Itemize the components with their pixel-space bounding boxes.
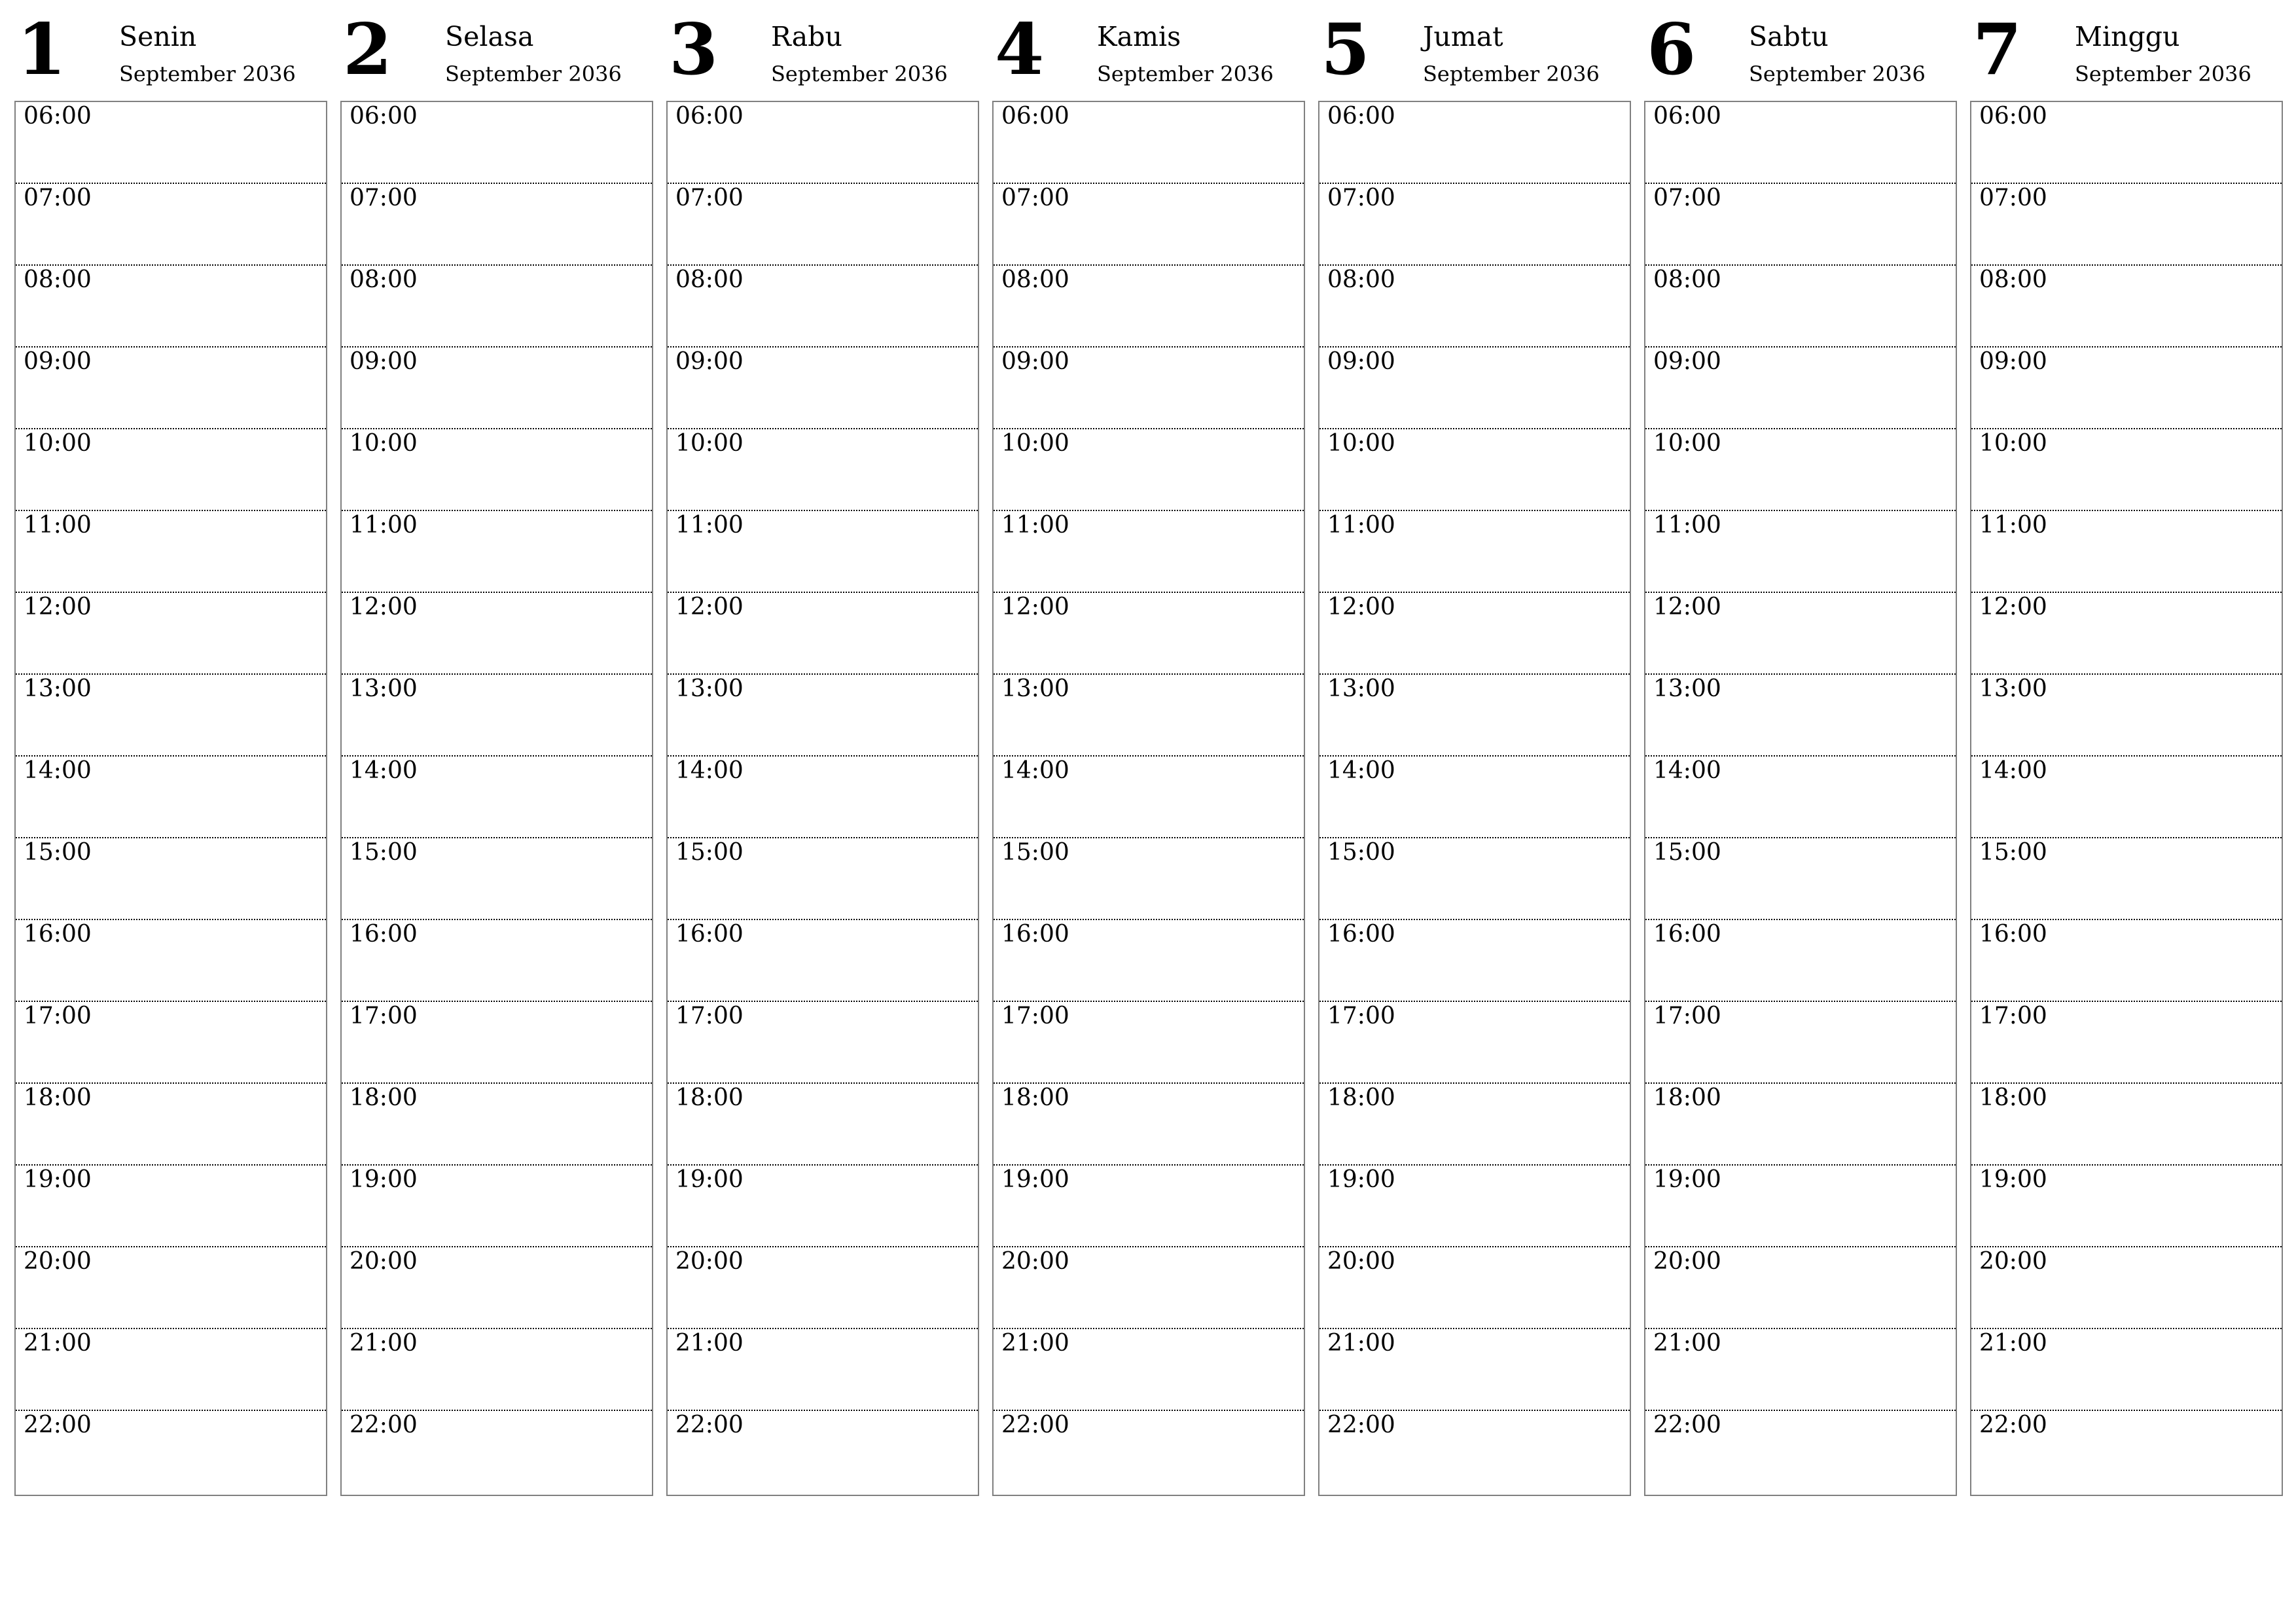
time-slot[interactable] [342, 1166, 652, 1247]
day-column [14, 0, 327, 1438]
day-schedule-grid [340, 101, 653, 1496]
time-slot[interactable] [1319, 266, 1630, 348]
day-header [666, 0, 979, 101]
time-slot[interactable] [1645, 920, 1956, 1002]
time-label: 11:00 [1001, 512, 1069, 539]
time-slot[interactable] [342, 1002, 652, 1084]
time-label: 06:00 [1001, 103, 1069, 130]
time-slot[interactable] [1319, 429, 1630, 511]
time-slot[interactable] [994, 1411, 1304, 1493]
time-slot[interactable] [1971, 1002, 2282, 1084]
time-label: 08:00 [1979, 266, 2047, 293]
time-label: 08:00 [1327, 266, 1395, 293]
time-label: 14:00 [675, 757, 744, 784]
day-name: Kamis [1097, 21, 1181, 52]
time-label: 07:00 [675, 185, 744, 211]
time-slot[interactable] [668, 429, 978, 511]
time-slot[interactable] [1645, 1002, 1956, 1084]
time-slot[interactable] [1319, 102, 1630, 184]
time-slot[interactable] [994, 593, 1304, 675]
day-schedule-grid [666, 101, 979, 1496]
day-header [14, 0, 327, 101]
day-column [992, 0, 1305, 1438]
time-slot[interactable] [1645, 266, 1956, 348]
time-slot[interactable] [668, 348, 978, 429]
time-label: 16:00 [350, 921, 418, 948]
time-label: 22:00 [675, 1412, 744, 1438]
time-slot[interactable] [16, 1329, 326, 1411]
time-slot[interactable] [1971, 511, 2282, 593]
time-slot[interactable] [342, 429, 652, 511]
time-slot[interactable] [1971, 757, 2282, 838]
time-slot[interactable] [1319, 675, 1630, 757]
time-label: 17:00 [24, 1003, 92, 1029]
time-slot[interactable] [994, 429, 1304, 511]
time-slot[interactable] [994, 1084, 1304, 1166]
time-label: 16:00 [24, 921, 92, 948]
time-label: 07:00 [24, 185, 92, 211]
day-schedule-grid [992, 101, 1305, 1496]
time-label: 22:00 [1327, 1412, 1395, 1438]
time-label: 13:00 [1653, 675, 1721, 702]
time-label: 13:00 [24, 675, 92, 702]
day-month-label: September 2036 [445, 62, 622, 86]
time-label: 13:00 [1327, 675, 1395, 702]
time-slot[interactable] [668, 757, 978, 838]
time-label: 09:00 [1653, 348, 1721, 375]
time-label: 08:00 [1001, 266, 1069, 293]
time-slot[interactable] [1645, 1166, 1956, 1247]
time-slot[interactable] [16, 266, 326, 348]
time-label: 10:00 [1653, 430, 1721, 457]
day-number: 7 [1973, 9, 2022, 91]
time-slot[interactable] [668, 1247, 978, 1329]
time-slot[interactable] [1971, 429, 2282, 511]
time-label: 21:00 [1327, 1330, 1395, 1357]
time-label: 11:00 [1653, 512, 1721, 539]
time-slot[interactable] [668, 184, 978, 266]
time-label: 10:00 [675, 430, 744, 457]
time-slot[interactable] [1319, 593, 1630, 675]
time-label: 16:00 [1979, 921, 2047, 948]
time-slot[interactable] [994, 102, 1304, 184]
time-slot[interactable] [16, 511, 326, 593]
time-slot[interactable] [994, 1166, 1304, 1247]
time-label: 20:00 [1979, 1248, 2047, 1275]
time-slot[interactable] [1645, 757, 1956, 838]
time-slot[interactable] [1971, 1329, 2282, 1411]
time-label: 19:00 [1001, 1166, 1069, 1193]
time-slot[interactable] [994, 511, 1304, 593]
time-label: 22:00 [1653, 1412, 1721, 1438]
time-label: 15:00 [24, 839, 92, 866]
time-label: 18:00 [1979, 1084, 2047, 1111]
time-slot[interactable] [994, 266, 1304, 348]
time-slot[interactable] [1645, 593, 1956, 675]
time-slot[interactable] [1319, 1002, 1630, 1084]
day-header [992, 0, 1305, 101]
time-label: 07:00 [1327, 185, 1395, 211]
time-slot[interactable] [342, 184, 652, 266]
day-column [1318, 0, 1631, 1438]
time-slot[interactable] [668, 1084, 978, 1166]
time-label: 09:00 [1979, 348, 2047, 375]
time-label: 15:00 [675, 839, 744, 866]
time-label: 18:00 [1001, 1084, 1069, 1111]
time-slot[interactable] [1319, 1166, 1630, 1247]
time-slot[interactable] [994, 1247, 1304, 1329]
time-label: 14:00 [1327, 757, 1395, 784]
time-label: 21:00 [350, 1330, 418, 1357]
time-label: 06:00 [1653, 103, 1721, 130]
day-column [340, 0, 653, 1438]
time-label: 10:00 [1001, 430, 1069, 457]
time-label: 19:00 [1979, 1166, 2047, 1193]
time-slot[interactable] [342, 838, 652, 920]
time-slot[interactable] [342, 675, 652, 757]
day-month-label: September 2036 [2075, 62, 2251, 86]
time-label: 19:00 [350, 1166, 418, 1193]
time-slot[interactable] [668, 1166, 978, 1247]
day-column [1644, 0, 1957, 1438]
time-label: 11:00 [675, 512, 744, 539]
time-label: 09:00 [675, 348, 744, 375]
time-label: 17:00 [1653, 1003, 1721, 1029]
time-label: 13:00 [1979, 675, 2047, 702]
time-label: 15:00 [1653, 839, 1721, 866]
time-slot[interactable] [16, 1247, 326, 1329]
time-label: 12:00 [1001, 594, 1069, 620]
time-slot[interactable] [668, 920, 978, 1002]
time-slot[interactable] [16, 838, 326, 920]
time-slot[interactable] [16, 1002, 326, 1084]
time-slot[interactable] [1645, 675, 1956, 757]
time-label: 14:00 [1979, 757, 2047, 784]
time-label: 21:00 [1653, 1330, 1721, 1357]
day-name: Senin [119, 21, 197, 52]
time-slot[interactable] [16, 757, 326, 838]
time-slot[interactable] [668, 511, 978, 593]
time-label: 14:00 [350, 757, 418, 784]
time-label: 08:00 [1653, 266, 1721, 293]
time-label: 15:00 [1327, 839, 1395, 866]
day-number: 3 [669, 9, 719, 91]
time-label: 11:00 [350, 512, 418, 539]
time-label: 09:00 [24, 348, 92, 375]
time-slot[interactable] [1319, 348, 1630, 429]
time-slot[interactable] [342, 1084, 652, 1166]
time-label: 06:00 [24, 103, 92, 130]
day-schedule-grid [1644, 101, 1957, 1496]
time-slot[interactable] [668, 675, 978, 757]
time-label: 20:00 [675, 1248, 744, 1275]
time-label: 09:00 [1327, 348, 1395, 375]
time-label: 16:00 [1653, 921, 1721, 948]
time-slot[interactable] [1319, 1084, 1630, 1166]
time-slot[interactable] [994, 1002, 1304, 1084]
day-schedule-grid [1318, 101, 1631, 1496]
time-label: 20:00 [350, 1248, 418, 1275]
day-month-label: September 2036 [1097, 62, 1274, 86]
time-slot[interactable] [1645, 1084, 1956, 1166]
time-slot[interactable] [1319, 511, 1630, 593]
time-slot[interactable] [994, 184, 1304, 266]
time-slot[interactable] [1319, 1247, 1630, 1329]
time-label: 21:00 [1979, 1330, 2047, 1357]
time-label: 09:00 [350, 348, 418, 375]
time-slot[interactable] [16, 675, 326, 757]
time-slot[interactable] [342, 348, 652, 429]
time-slot[interactable] [1645, 1329, 1956, 1411]
day-month-label: September 2036 [771, 62, 948, 86]
day-schedule-grid [14, 101, 327, 1496]
time-label: 11:00 [24, 512, 92, 539]
time-slot[interactable] [16, 593, 326, 675]
time-label: 07:00 [350, 185, 418, 211]
time-label: 21:00 [24, 1330, 92, 1357]
time-label: 08:00 [24, 266, 92, 293]
day-number: 5 [1321, 9, 1371, 91]
time-slot[interactable] [16, 102, 326, 184]
day-schedule-grid [1970, 101, 2283, 1496]
time-slot[interactable] [1971, 266, 2282, 348]
time-label: 16:00 [675, 921, 744, 948]
time-label: 09:00 [1001, 348, 1069, 375]
day-number: 1 [17, 9, 67, 91]
time-label: 12:00 [675, 594, 744, 620]
time-slot[interactable] [1319, 1329, 1630, 1411]
day-month-label: September 2036 [119, 62, 296, 86]
time-slot[interactable] [994, 348, 1304, 429]
time-label: 07:00 [1979, 185, 2047, 211]
time-label: 20:00 [24, 1248, 92, 1275]
time-label: 14:00 [24, 757, 92, 784]
time-label: 06:00 [1979, 103, 2047, 130]
day-header [1970, 0, 2283, 101]
time-label: 08:00 [675, 266, 744, 293]
time-label: 13:00 [675, 675, 744, 702]
day-number: 2 [343, 9, 393, 91]
time-label: 22:00 [350, 1412, 418, 1438]
time-slot[interactable] [1319, 920, 1630, 1002]
time-slot[interactable] [668, 1329, 978, 1411]
time-slot[interactable] [1645, 184, 1956, 266]
time-label: 13:00 [1001, 675, 1069, 702]
time-label: 20:00 [1653, 1248, 1721, 1275]
time-label: 14:00 [1001, 757, 1069, 784]
time-label: 21:00 [675, 1330, 744, 1357]
time-slot[interactable] [342, 1329, 652, 1411]
time-slot[interactable] [1971, 348, 2282, 429]
day-header [1644, 0, 1957, 101]
day-name: Minggu [2075, 21, 2180, 52]
time-label: 16:00 [1327, 921, 1395, 948]
time-slot[interactable] [1971, 1411, 2282, 1493]
time-slot[interactable] [668, 266, 978, 348]
time-slot[interactable] [1645, 348, 1956, 429]
time-label: 11:00 [1327, 512, 1395, 539]
time-label: 19:00 [24, 1166, 92, 1193]
day-header [1318, 0, 1631, 101]
day-number: 6 [1647, 9, 1696, 91]
day-month-label: September 2036 [1423, 62, 1600, 86]
time-label: 19:00 [1327, 1166, 1395, 1193]
time-label: 12:00 [24, 594, 92, 620]
time-slot[interactable] [994, 920, 1304, 1002]
time-label: 11:00 [1979, 512, 2047, 539]
day-number: 4 [995, 9, 1045, 91]
time-label: 10:00 [1979, 430, 2047, 457]
time-slot[interactable] [342, 1411, 652, 1493]
time-slot[interactable] [342, 593, 652, 675]
time-slot[interactable] [1319, 184, 1630, 266]
time-label: 18:00 [675, 1084, 744, 1111]
time-label: 06:00 [350, 103, 418, 130]
time-label: 12:00 [1979, 594, 2047, 620]
time-slot[interactable] [16, 1166, 326, 1247]
time-label: 10:00 [1327, 430, 1395, 457]
time-label: 06:00 [675, 103, 744, 130]
time-label: 12:00 [1653, 594, 1721, 620]
time-label: 06:00 [1327, 103, 1395, 130]
time-label: 15:00 [1979, 839, 2047, 866]
time-label: 18:00 [24, 1084, 92, 1111]
time-slot[interactable] [994, 838, 1304, 920]
time-slot[interactable] [668, 1002, 978, 1084]
time-slot[interactable] [668, 102, 978, 184]
time-slot[interactable] [342, 757, 652, 838]
time-label: 16:00 [1001, 921, 1069, 948]
day-header [340, 0, 653, 101]
time-slot[interactable] [342, 102, 652, 184]
time-label: 21:00 [1001, 1330, 1069, 1357]
time-slot[interactable] [1645, 838, 1956, 920]
time-slot[interactable] [1645, 1247, 1956, 1329]
time-slot[interactable] [1645, 102, 1956, 184]
time-label: 15:00 [1001, 839, 1069, 866]
time-slot[interactable] [16, 429, 326, 511]
time-label: 22:00 [24, 1412, 92, 1438]
time-slot[interactable] [1971, 1247, 2282, 1329]
time-label: 17:00 [1001, 1003, 1069, 1029]
time-slot[interactable] [668, 1411, 978, 1493]
time-slot[interactable] [342, 511, 652, 593]
time-label: 12:00 [350, 594, 418, 620]
time-label: 10:00 [350, 430, 418, 457]
time-slot[interactable] [994, 675, 1304, 757]
time-label: 08:00 [350, 266, 418, 293]
time-slot[interactable] [1971, 593, 2282, 675]
time-slot[interactable] [1971, 102, 2282, 184]
time-label: 19:00 [675, 1166, 744, 1193]
time-slot[interactable] [16, 1411, 326, 1493]
time-slot[interactable] [1971, 675, 2282, 757]
time-slot[interactable] [668, 593, 978, 675]
time-slot[interactable] [1971, 920, 2282, 1002]
time-slot[interactable] [1971, 184, 2282, 266]
time-slot[interactable] [994, 757, 1304, 838]
time-label: 19:00 [1653, 1166, 1721, 1193]
time-slot[interactable] [342, 1247, 652, 1329]
time-label: 22:00 [1001, 1412, 1069, 1438]
time-slot[interactable] [342, 266, 652, 348]
time-label: 12:00 [1327, 594, 1395, 620]
day-name: Sabtu [1749, 21, 1829, 52]
day-column [666, 0, 979, 1438]
day-name: Rabu [771, 21, 842, 52]
day-month-label: September 2036 [1749, 62, 1926, 86]
time-label: 22:00 [1979, 1412, 2047, 1438]
time-label: 07:00 [1001, 185, 1069, 211]
time-slot[interactable] [1319, 757, 1630, 838]
time-slot[interactable] [1319, 1411, 1630, 1493]
time-label: 18:00 [350, 1084, 418, 1111]
day-column [1970, 0, 2283, 1438]
time-slot[interactable] [994, 1329, 1304, 1411]
time-label: 13:00 [350, 675, 418, 702]
time-label: 20:00 [1327, 1248, 1395, 1275]
time-slot[interactable] [16, 348, 326, 429]
time-label: 17:00 [1979, 1003, 2047, 1029]
time-label: 15:00 [350, 839, 418, 866]
time-slot[interactable] [1645, 1411, 1956, 1493]
time-slot[interactable] [1971, 838, 2282, 920]
time-label: 20:00 [1001, 1248, 1069, 1275]
time-slot[interactable] [1645, 429, 1956, 511]
time-label: 17:00 [675, 1003, 744, 1029]
time-label: 17:00 [1327, 1003, 1395, 1029]
time-slot[interactable] [342, 920, 652, 1002]
time-label: 18:00 [1653, 1084, 1721, 1111]
time-label: 07:00 [1653, 185, 1721, 211]
day-name: Selasa [445, 21, 534, 52]
time-slot[interactable] [16, 1084, 326, 1166]
time-label: 18:00 [1327, 1084, 1395, 1111]
time-slot[interactable] [668, 838, 978, 920]
time-label: 14:00 [1653, 757, 1721, 784]
time-slot[interactable] [16, 920, 326, 1002]
time-slot[interactable] [1645, 511, 1956, 593]
time-slot[interactable] [1971, 1166, 2282, 1247]
time-label: 17:00 [350, 1003, 418, 1029]
time-slot[interactable] [1319, 838, 1630, 920]
time-label: 10:00 [24, 430, 92, 457]
time-slot[interactable] [1971, 1084, 2282, 1166]
time-slot[interactable] [16, 184, 326, 266]
day-name: Jumat [1423, 21, 1503, 52]
